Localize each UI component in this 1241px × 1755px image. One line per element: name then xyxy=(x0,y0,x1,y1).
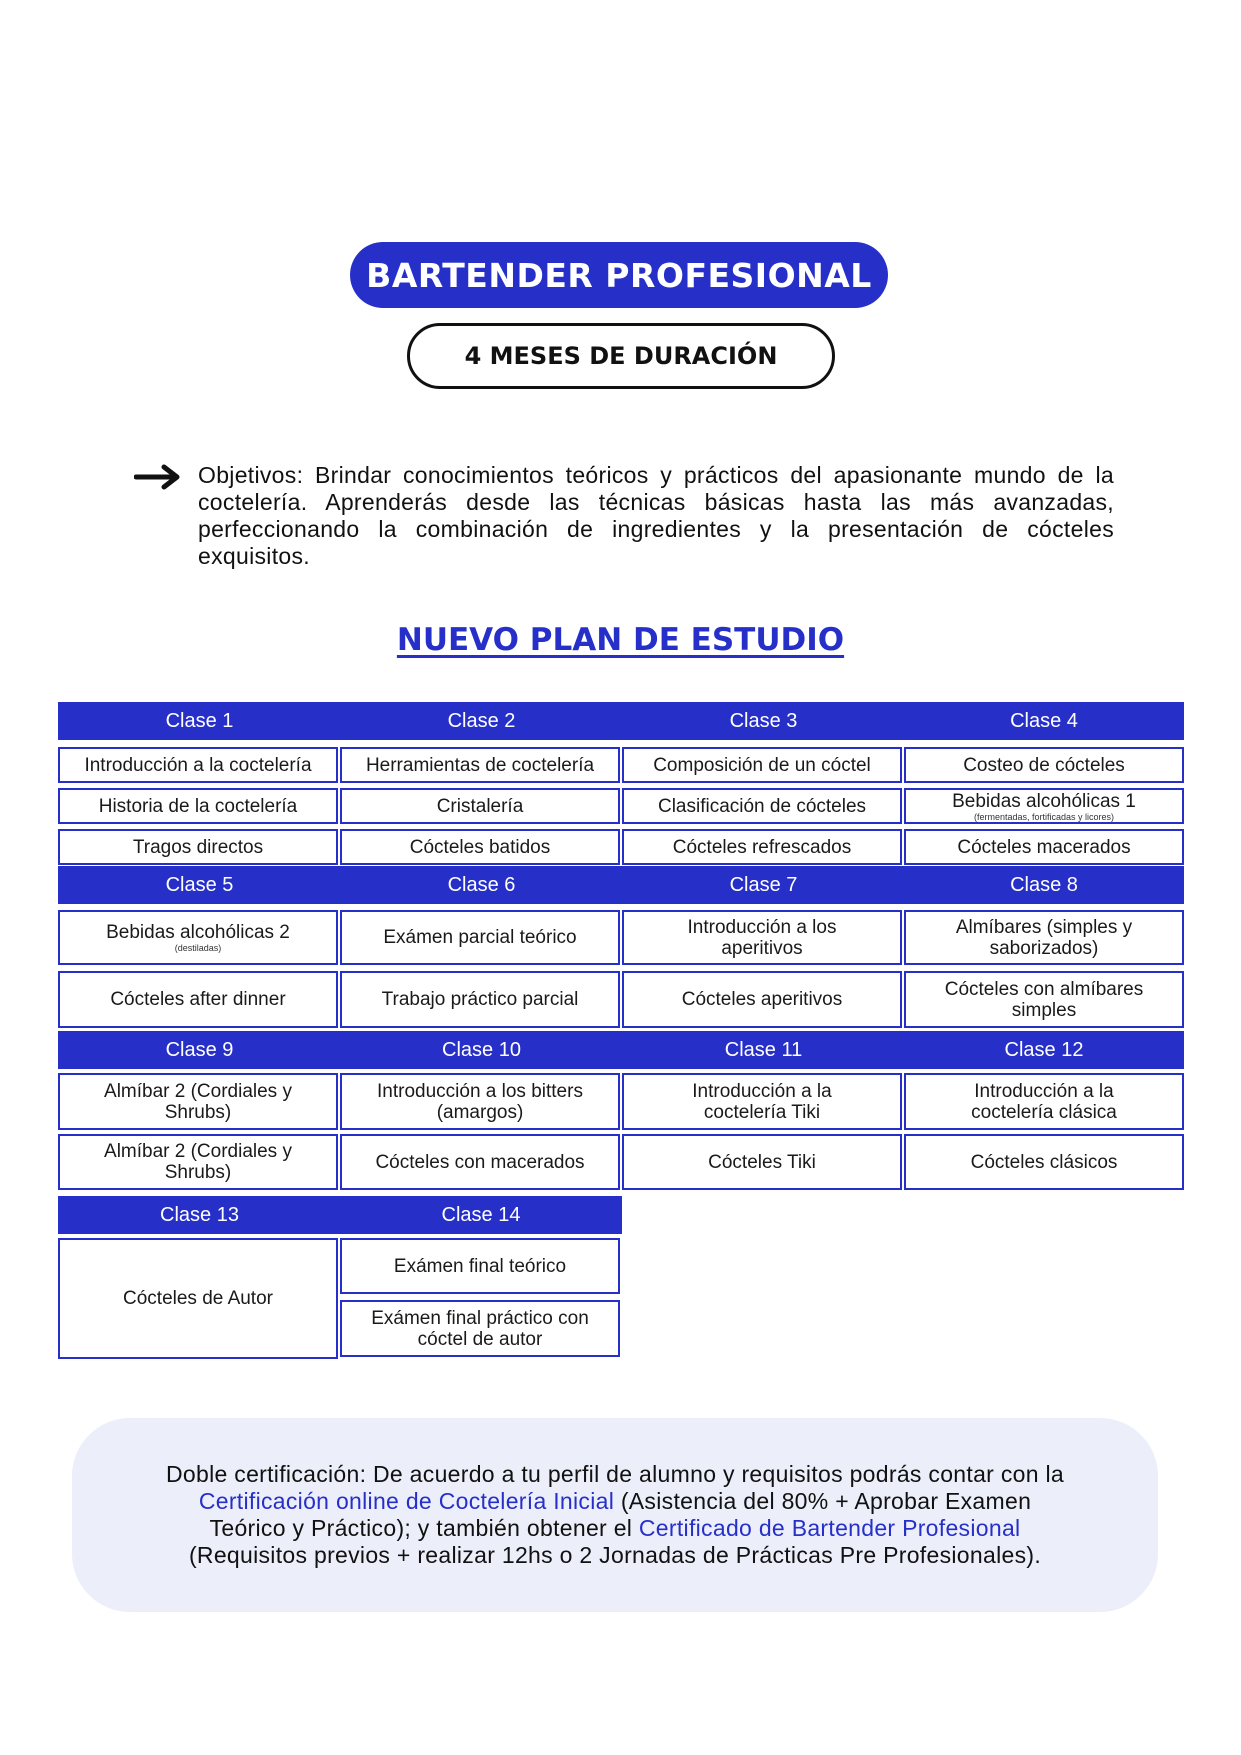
class-header: Clase 11 xyxy=(622,1031,905,1069)
class-header: Clase 4 xyxy=(904,702,1184,740)
objectives-text: Objetivos: Brindar conocimientos teóricos y prácticos del apasionante mundo de la coctelería. Aprenderás desde las técnicas básicas hasta las más avanzadas, perfeccionando la combinación de ingredientes y la presentación de cócteles exquisitos. xyxy=(198,462,1114,569)
topic-cell: Introducción a la coctelería clásica xyxy=(904,1073,1184,1130)
certification-link: Certificación online de Coctelería Inicial xyxy=(198,1488,615,1514)
topic-cell: Costeo de cócteles xyxy=(904,747,1184,783)
topic-cell: Bebidas alcohólicas 2 (destiladas) xyxy=(58,910,338,965)
certification-link: Certificado de Bartender Profesional xyxy=(638,1515,1021,1541)
class-header: Clase 7 xyxy=(622,866,905,904)
class-header: Clase 8 xyxy=(904,866,1184,904)
topic-cell: Introducción a la coctelería xyxy=(58,747,338,783)
topic-cell: Cócteles batidos xyxy=(340,829,620,865)
topic-cell: Almíbar 2 (Cordiales y Shrubs) xyxy=(58,1073,338,1130)
topic-cell: Herramientas de coctelería xyxy=(340,747,620,783)
topic-cell: Exámen final práctico con cóctel de autor xyxy=(340,1300,620,1357)
topic-cell: Introducción a los bitters (amargos) xyxy=(340,1073,620,1130)
topic-cell: Introducción a los aperitivos xyxy=(622,910,902,965)
course-title: BARTENDER PROFESIONAL xyxy=(350,242,888,308)
class-header: Clase 3 xyxy=(622,702,905,740)
topic-cell: Historia de la coctelería xyxy=(58,788,338,824)
topic-cell: Composición de un cóctel xyxy=(622,747,902,783)
topic-cell: Clasificación de cócteles xyxy=(622,788,902,824)
certification-text: Doble certificación: De acuerdo a tu perfil de alumno y requisitos podrás contar con la Certificación online de Coctelería Inicial (Asistencia del 80% + Aprobar Examen Teórico y Práctico); y también obtener el Certificado de Bartender Profesional (Requisitos previos + realizar 12hs o 2 Jornadas de Prácticas Pre Profesionales). xyxy=(165,1461,1064,1568)
topic-cell: Trabajo práctico parcial xyxy=(340,971,620,1028)
topic-cell: Cócteles clásicos xyxy=(904,1134,1184,1190)
duration-badge: 4 MESES DE DURACIÓN xyxy=(407,323,835,389)
class-header: Clase 5 xyxy=(58,866,341,904)
topic-cell: Almíbares (simples y saborizados) xyxy=(904,910,1184,965)
topic-cell: Almíbar 2 (Cordiales y Shrubs) xyxy=(58,1134,338,1190)
class-header: Clase 14 xyxy=(340,1196,622,1234)
class-header: Clase 2 xyxy=(340,702,623,740)
topic-cell: Cócteles refrescados xyxy=(622,829,902,865)
class-header: Clase 1 xyxy=(58,702,341,740)
class-header: Clase 13 xyxy=(58,1196,341,1234)
topic-cell: Cócteles con almíbares simples xyxy=(904,971,1184,1028)
class-header: Clase 10 xyxy=(340,1031,623,1069)
topic-cell: Cócteles de Autor xyxy=(58,1238,338,1359)
topic-cell: Exámen final teórico xyxy=(340,1238,620,1294)
certification-box xyxy=(72,1418,1158,1612)
topic-cell: Cócteles Tiki xyxy=(622,1134,902,1190)
topic-cell: Cócteles macerados xyxy=(904,829,1184,865)
topic-cell: Introducción a la coctelería Tiki xyxy=(622,1073,902,1130)
topic-cell: Cócteles after dinner xyxy=(58,971,338,1028)
class-header: Clase 6 xyxy=(340,866,623,904)
topic-cell: Cócteles aperitivos xyxy=(622,971,902,1028)
topic-cell: Cristalería xyxy=(340,788,620,824)
class-header: Clase 12 xyxy=(904,1031,1184,1069)
topic-cell: Exámen parcial teórico xyxy=(340,910,620,965)
topic-cell: Tragos directos xyxy=(58,829,338,865)
topic-cell: Bebidas alcohólicas 1 (fermentadas, fortificadas y licores) xyxy=(904,788,1184,824)
topic-cell: Cócteles con macerados xyxy=(340,1134,620,1190)
study-plan-title: NUEVO PLAN DE ESTUDIO xyxy=(396,622,845,658)
class-header: Clase 9 xyxy=(58,1031,341,1069)
